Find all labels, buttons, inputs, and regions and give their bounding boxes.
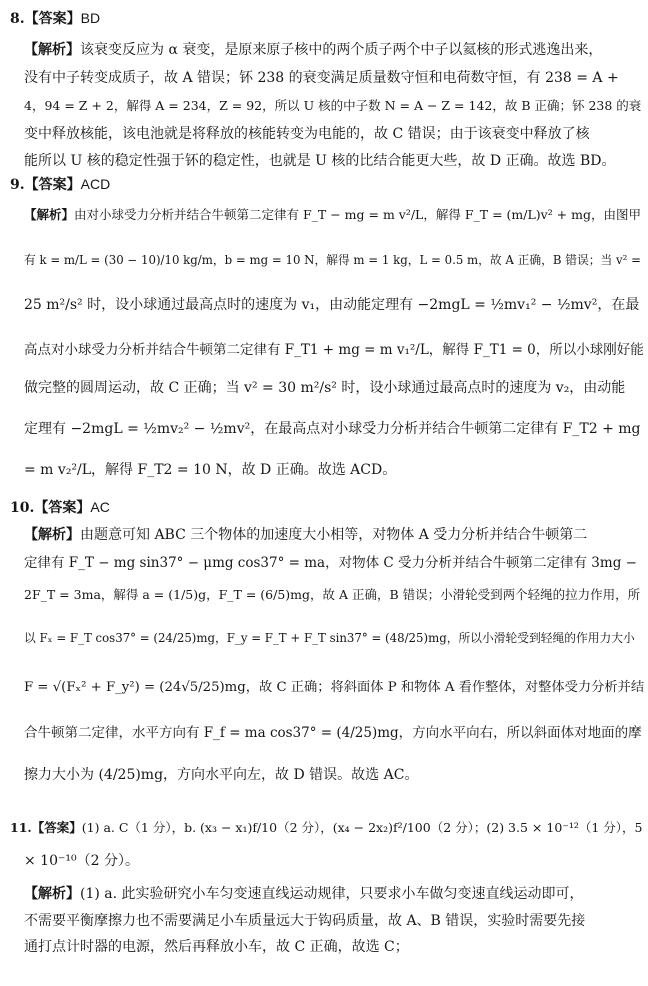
q9-analysis-line-3: 25 m²/s² 时，设小球通过最高点时的速度为 v₁，由动能定理有 −2mgL = ½mv₁² − ½mv²，在最 [24, 297, 640, 313]
q8-answer: BD [80, 10, 101, 26]
q10-analysis-line-2: 定律有 F_T − mg sin37° − μmg cos37° = ma，对物体 C 受力分析并结合牛顿第二定律有 3mg − [24, 555, 637, 571]
q9-analysis-line-1: 【解析】由对小球受力分析并结合牛顿第二定律有 F_T − mg = m v²/L，解得 F_T = (m/L)v² + mg，由图甲 [24, 207, 641, 222]
q9-number: 9. [10, 177, 25, 193]
q9-analysis-line-5: 做完整的圆周运动，故 C 正确；当 v² = 30 m²/s² 时，设小球通过最高点时的速度为 v₂，由动能 [24, 380, 626, 396]
q10-analysis-line-4: 以 Fₓ = F_T cos37° = (24/25)mg，F_y = F_T + F_T sin37° = (48/25)mg，所以小滑轮受到轻绳的作用力大小 [24, 631, 635, 645]
q9-answer-label: 【答案】 [24, 177, 81, 193]
q8-analysis-line-4: 变中释放核能，该电池就是将释放的核能转变为电能的，故 C 错误；由于该衰变中释放了核 [24, 126, 590, 142]
q8-analysis-line-3: 4，94 = Z + 2，解得 A = 234，Z = 92，所以 U 核的中子数 N = A − Z = 142，故 B 正确；钚 238 的衰 [24, 98, 642, 113]
q11-answer-line-2: × 10⁻¹⁰（2 分）。 [24, 853, 139, 869]
q10-analysis-line-3: 2F_T = 3ma，解得 a = (1/5)g，F_T = (6/5)mg，故 A 正确，B 错误；小滑轮受到两个轻绳的拉力作用，所 [24, 587, 641, 602]
q10-analysis-label: 【解析】 [24, 527, 80, 543]
q9-answer: ACD [80, 176, 111, 192]
q8-number: 8. [10, 11, 25, 27]
q10-analysis-line-5: F = √(Fₓ² + F_y²) = (24√5/25)mg，故 C 正确；将斜面体 P 和物体 A 看作整体，对整体受力分析并结 [24, 680, 645, 695]
q9-analysis-line-4: 高点对小球受力分析并结合牛顿第二定律有 F_T1 + mg = m v₁²/L，解得 F_T1 = 0，所以小球刚好能 [24, 342, 644, 358]
q11-answer-label: 【答案】 [31, 820, 82, 835]
q8-answer-row [10, 8, 100, 29]
q9-answer-row [10, 174, 110, 195]
q11-number: 11. [10, 820, 32, 835]
q8-analysis-line-5: 能所以 U 核的稳定性强于钚的稳定性，也就是 U 核的比结合能更大些，故 D 正确。故选 BD。 [24, 153, 616, 169]
q10-answer-label: 【答案】 [34, 500, 91, 516]
q10-answer-row [10, 497, 110, 518]
q9-analysis-label: 【解析】 [24, 207, 75, 222]
q9-analysis-line-6: 定理有 −2mgL = ½mv₂² − ½mv²，在最高点对小球受力分析并结合牛顿第二定律有 F_T2 + mg [24, 421, 641, 437]
q11-analysis-label: 【解析】 [24, 886, 80, 902]
q8-answer-label: 【答案】 [24, 11, 81, 27]
q10-analysis-line-7: 擦力大小为 (4/25)mg，方向水平向左，故 D 错误。故选 AC。 [24, 767, 419, 783]
q11-analysis-line-2: 不需要平衡摩擦力也不需要满足小车质量远大于钩码质量，故 A、B 错误，实验时需要先接 [24, 913, 586, 929]
q10-number: 10. [10, 500, 35, 516]
q8-analysis-label: 【解析】 [24, 42, 80, 58]
q10-analysis-line-1: 【解析】由题意可知 ABC 三个物体的加速度大小相等，对物体 A 受力分析并结合牛顿第二 [24, 527, 588, 543]
q11-answer-row [10, 818, 643, 838]
q9-analysis-line-2: 有 k = m/L = (30 − 10)/10 kg/m，b = mg = 10 N，解得 m = 1 kg，L = 0.5 m，故 A 正确，B 错误；当 v² = [24, 253, 641, 267]
q10-answer: AC [90, 499, 110, 515]
q8-analysis-line-1: 【解析】该衰变反应为 α 衰变，是原来原子核中的两个质子两个中子以氦核的形式逃逸出来， [24, 42, 603, 58]
q8-analysis-line-2: 没有中子转变成质子，故 A 错误；钚 238 的衰变满足质量数守恒和电荷数守恒，有 238 = A + [24, 70, 619, 86]
q11-analysis-line-1: 【解析】(1) a. 此实验研究小车匀变速直线运动规律，只要求小车做匀变速直线运动即可， [24, 886, 584, 902]
q9-analysis-line-7: = m v₂²/L，解得 F_T2 = 10 N，故 D 正确。故选 ACD。 [24, 462, 397, 478]
q11-answer-line-1: (1) a. C（1 分），b. (x₃ − x₁)f/10（2 分），(x₄ − 2x₂)f²/100（2 分）；(2) 3.5 × 10⁻¹²（1 分），5 [81, 820, 643, 835]
q10-analysis-line-6: 合牛顿第二定律，水平方向有 F_f = ma cos37° = (4/25)mg，方向水平向右，所以斜面体对地面的摩 [24, 725, 642, 741]
q11-analysis-line-3: 通打点计时器的电源，然后再释放小车，故 C 正确，故选 C； [24, 939, 409, 955]
